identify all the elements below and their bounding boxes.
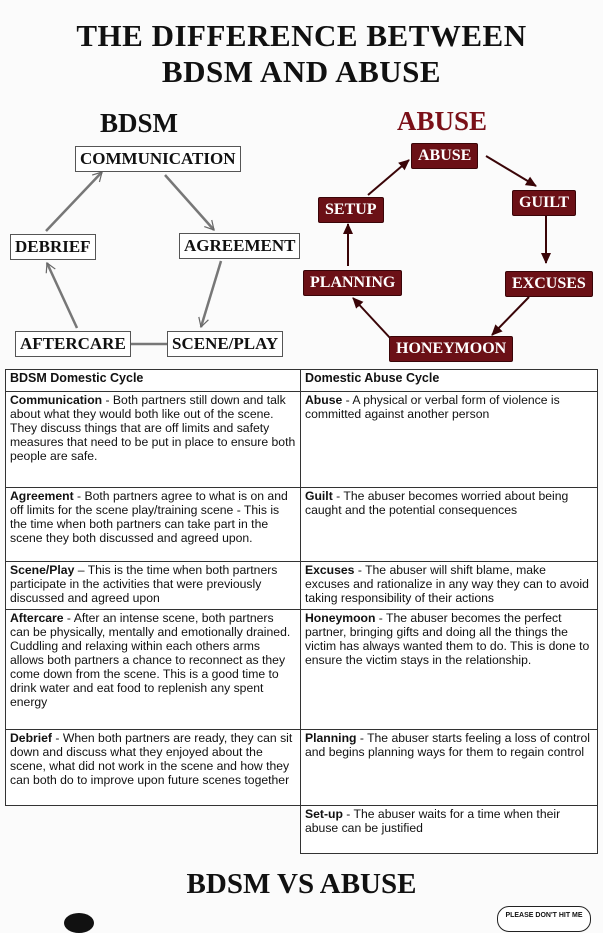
table-row xyxy=(6,730,598,806)
bdsm-node-aftercare: AFTERCARE xyxy=(15,331,131,357)
abuse-cycle-heading: ABUSE xyxy=(397,106,488,136)
arrow-excuses-to-honeymoon xyxy=(492,297,529,335)
stage-term: Abuse xyxy=(305,393,343,407)
table-row xyxy=(6,562,598,610)
stage-term: Honeymoon xyxy=(305,611,376,625)
table-header-row xyxy=(6,370,598,392)
bdsm-node-agreement: AGREEMENT xyxy=(179,233,300,259)
page-title-line-2: BDSM AND ABUSE xyxy=(161,54,442,89)
abuse-stage-cell xyxy=(301,562,598,610)
abuse-node-excuses: EXCUSES xyxy=(505,271,593,297)
stage-description: - The abuser waits for a time when their abuse can be justified xyxy=(305,807,561,835)
stage-term: Agreement xyxy=(10,489,74,503)
stage-term: Planning xyxy=(305,731,357,745)
abuse-node-guilt: GUILT xyxy=(512,190,576,216)
arrow-aftercare-to-debrief xyxy=(47,263,77,328)
abuse-node-planning: PLANNING xyxy=(303,270,402,296)
stage-description: – This is the time when both partners participate in the activities that were previously discussed and agreed upon xyxy=(10,563,278,605)
bdsm-stage-cell xyxy=(6,488,301,562)
decorative-blob xyxy=(64,913,94,933)
table-row xyxy=(6,488,598,562)
stage-description: - A physical or verbal form of violence is committed against another person xyxy=(305,393,560,421)
arrow-setup-to-abuse xyxy=(368,160,409,195)
bdsm-stage-cell xyxy=(6,392,301,488)
stage-term: Excuses xyxy=(305,563,355,577)
header-bdsm-cycle: BDSM Domestic Cycle xyxy=(6,370,301,392)
bdsm-stage-cell xyxy=(6,610,301,730)
stage-description: - The abuser becomes the perfect partner, bringing gifts and doing all the things the victim has always wanted them to do. This is done to ensure the victim stays in the relationship. xyxy=(305,611,590,667)
stage-term: Guilt xyxy=(305,489,333,503)
bdsm-cycle-heading: BDSM xyxy=(100,108,179,138)
empty-cell xyxy=(6,806,301,854)
table-row xyxy=(6,392,598,488)
abuse-stage-cell xyxy=(301,730,598,806)
stage-description: - Both partners still down and talk about what they would both like out of the scene. They discuss things that are off limits and safety measures that need to be put in place to ensure both people are safe. xyxy=(10,393,296,463)
stage-description: - The abuser becomes worried about being caught and the potential consequences xyxy=(305,489,569,517)
bdsm-stage-cell xyxy=(6,562,301,610)
footer-badge: PLEASE DON'T HIT ME xyxy=(497,906,591,932)
table-row xyxy=(6,610,598,730)
stage-term: Debrief xyxy=(10,731,52,745)
arrow-abuse-to-guilt xyxy=(486,156,536,186)
abuse-node-abuse: ABUSE xyxy=(411,143,478,169)
abuse-node-setup: SETUP xyxy=(318,197,384,223)
stage-term: Scene/Play xyxy=(10,563,75,577)
comparison-table xyxy=(5,369,598,854)
abuse-stage-cell xyxy=(301,610,598,730)
bdsm-node-scene-play: SCENE/PLAY xyxy=(167,331,283,357)
arrow-honeymoon-to-planning xyxy=(353,298,391,339)
cycle-arrows xyxy=(0,0,603,370)
arrow-communication-to-agreement xyxy=(165,175,214,230)
bdsm-stage-cell xyxy=(6,730,301,806)
stage-description: - The abuser will shift blame, make excuses and rationalize in any way they can to avoid taking responsibility of their actions xyxy=(305,563,589,605)
stage-description: - When both partners are ready, they can sit down and discuss what they enjoyed about the scene, what did not work in the scene and how they can both do to improve upon future scenes together xyxy=(10,731,293,787)
abuse-stage-cell xyxy=(301,806,598,854)
stage-description: - After an intense scene, both partners can be physically, mentally and emotionally drained. Cuddling and relaxing within each others arms allows both partners a chance to reconnect as they come down from the scene. This is a good time to drink water and eat food to replenish any spent energy xyxy=(10,611,291,709)
stage-term: Set-up xyxy=(305,807,343,821)
table-row xyxy=(6,806,598,854)
arrow-debrief-to-communication xyxy=(46,172,102,231)
stage-term: Aftercare xyxy=(10,611,64,625)
stage-term: Communication xyxy=(10,393,103,407)
arrow-agreement-to-scene xyxy=(201,261,221,327)
abuse-stage-cell xyxy=(301,392,598,488)
bdsm-node-communication: COMMUNICATION xyxy=(75,146,241,172)
stage-description: - Both partners agree to what is on and off limits for the scene play/training scene - This is the time when both partners can take part in the scene they both discussed and agreed upon. xyxy=(10,489,288,545)
abuse-node-honeymoon: HONEYMOON xyxy=(389,336,513,362)
abuse-stage-cell xyxy=(301,488,598,562)
bdsm-node-debrief: DEBRIEF xyxy=(10,234,96,260)
page-title-line-1: THE DIFFERENCE BETWEEN xyxy=(76,18,527,53)
header-abuse-cycle: Domestic Abuse Cycle xyxy=(301,370,598,392)
footer-title: BDSM VS ABUSE xyxy=(186,868,417,900)
stage-description: - The abuser starts feeling a loss of control and begins planning ways for them to regain control xyxy=(305,731,590,759)
